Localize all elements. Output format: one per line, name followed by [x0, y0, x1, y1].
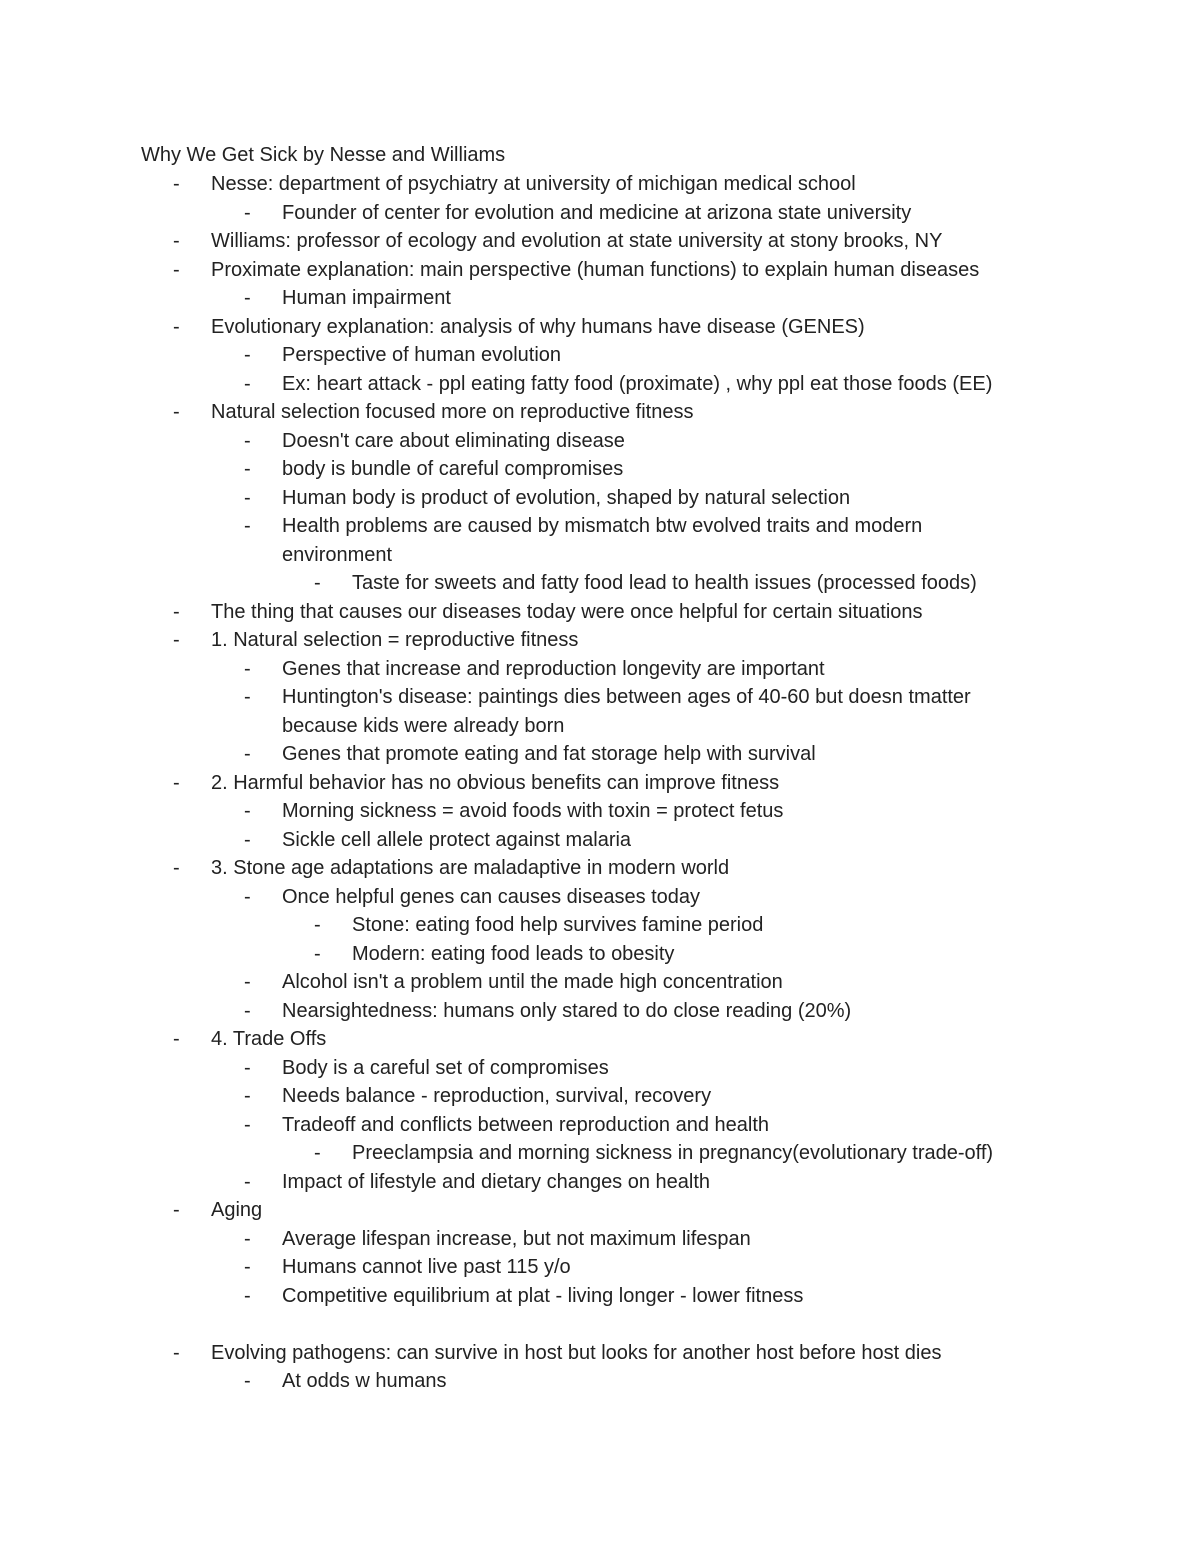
list-item: [0, 1025, 1200, 1054]
list-item: [0, 1225, 1200, 1254]
list-item-text: Health problems are caused by mismatch btw evolved traits and modern environment: [282, 515, 923, 566]
list-item-text: Perspective of human evolution: [282, 344, 562, 366]
bullet-dash: -: [244, 1284, 251, 1307]
list-item: [0, 883, 1200, 912]
list-item-text: Body is a careful set of compromises: [282, 1056, 609, 1079]
bullet-dash: -: [244, 201, 251, 224]
list-item: [0, 1253, 1200, 1282]
bullet-dash: -: [244, 1370, 251, 1392]
bullet-dash: -: [244, 287, 251, 309]
bullet-dash: -: [314, 572, 321, 594]
bullet-dash: -: [244, 458, 251, 480]
list-item-text: Needs balance - reproduction, survival, recovery: [282, 1085, 712, 1107]
list-item-text: body is bundle of careful compromises: [282, 458, 624, 480]
bullet-dash: -: [244, 1256, 251, 1278]
list-item: [0, 997, 1200, 1026]
bullet-dash: -: [314, 1142, 321, 1164]
bullet-dash: -: [314, 942, 321, 965]
bullet-dash: -: [173, 600, 180, 623]
list-item: [0, 1139, 1200, 1168]
list-item: [0, 940, 1200, 969]
list-item: [0, 854, 1200, 883]
list-item-text: Morning sickness = avoid foods with toxin = protect fetus: [282, 800, 784, 822]
list-item: [0, 683, 1200, 740]
list-item: [0, 968, 1200, 997]
list-item-text: Williams: professor of ecology and evolution at state university at stony brooks, NY: [211, 230, 943, 252]
list-item-text: Founder of center for evolution and medicine at arizona state university: [282, 201, 912, 224]
list-item-text: Human impairment: [282, 287, 451, 309]
bullet-dash: -: [244, 1056, 251, 1079]
list-item: [0, 911, 1200, 940]
list-item-text: Huntington's disease: paintings dies between ages of 40-60 but doesn tmatter because kids were already born: [282, 686, 971, 737]
list-item: [0, 313, 1200, 342]
list-item-text: Nearsightedness: humans only stared to do close reading (20%): [282, 999, 852, 1022]
list-item-text: 2. Harmful behavior has no obvious benefits can improve fitness: [211, 771, 780, 794]
notes-list: [0, 170, 1200, 1396]
bullet-dash: -: [173, 258, 180, 281]
list-item-text: Nesse: department of psychiatry at university of michigan medical school: [211, 173, 856, 195]
list-item-text: Tradeoff and conflicts between reproduction and health: [282, 1113, 769, 1136]
list-item-text: Proximate explanation: main perspective (human functions) to explain human diseases: [211, 258, 980, 281]
list-item-text: Once helpful genes can causes diseases today: [282, 885, 701, 908]
list-item-text: At odds w humans: [282, 1370, 447, 1392]
list-item-text: 4. Trade Offs: [211, 1028, 327, 1050]
list-item: [0, 598, 1200, 627]
list-item: [0, 626, 1200, 655]
bullet-dash: -: [244, 1113, 251, 1136]
list-item-text: Aging: [211, 1199, 263, 1221]
bullet-dash: -: [244, 999, 251, 1022]
bullet-dash: -: [244, 372, 251, 395]
bullet-dash: -: [244, 1170, 251, 1193]
list-item-text: Preeclampsia and morning sickness in pregnancy(evolutionary trade-off): [352, 1142, 994, 1164]
list-item-text: Average lifespan increase, but not maximum lifespan: [282, 1227, 751, 1250]
list-item: [0, 1196, 1200, 1225]
list-item: [0, 1282, 1200, 1311]
list-item-text: 1. Natural selection = reproductive fitness: [211, 629, 579, 651]
list-item: [0, 284, 1200, 313]
bullet-dash: -: [244, 486, 251, 509]
list-item: [0, 512, 1200, 569]
bullet-dash: -: [173, 230, 180, 252]
bullet-dash: -: [244, 686, 251, 708]
list-item-text: Impact of lifestyle and dietary changes on health: [282, 1170, 711, 1193]
list-item-text: Stone: eating food help survives famine period: [352, 914, 764, 936]
list-item: [0, 370, 1200, 399]
bullet-dash: -: [244, 1085, 251, 1107]
list-item-text: Genes that promote eating and fat storage help with survival: [282, 743, 816, 765]
list-item-text: Human body is product of evolution, shaped by natural selection: [282, 486, 851, 509]
bullet-dash: -: [173, 315, 180, 338]
list-item: [0, 1111, 1200, 1140]
list-item-text: Alcohol isn't a problem until the made high concentration: [282, 971, 783, 993]
bullet-dash: -: [244, 885, 251, 908]
bullet-dash: -: [173, 1028, 180, 1050]
bullet-dash: -: [173, 1199, 180, 1221]
document-title: Why We Get Sick by Nesse and Williams: [141, 144, 506, 166]
bullet-dash: -: [244, 515, 251, 537]
list-item-text: Humans cannot live past 115 y/o: [282, 1256, 571, 1278]
list-item: [0, 256, 1200, 285]
bullet-dash: -: [244, 743, 251, 765]
bullet-dash: -: [244, 657, 251, 680]
list-item-text: Sickle cell allele protect against malaria: [282, 828, 632, 851]
list-item: [0, 797, 1200, 826]
list-item-text: The thing that causes our diseases today were once helpful for certain situations: [211, 600, 923, 623]
bullet-dash: -: [244, 1227, 251, 1250]
list-item-text: Ex: heart attack - ppl eating fatty food (proximate) , why ppl eat those foods (EE): [282, 372, 993, 395]
list-item: [0, 569, 1200, 598]
bullet-dash: -: [314, 914, 321, 936]
list-item: [0, 484, 1200, 513]
list-item-text: Natural selection focused more on reproductive fitness: [211, 401, 694, 423]
list-item-text: 3. Stone age adaptations are maladaptive in modern world: [211, 857, 730, 879]
bullet-dash: -: [173, 629, 180, 651]
bullet-dash: -: [244, 828, 251, 851]
bullet-dash: -: [173, 173, 180, 195]
list-item-text: Modern: eating food leads to obesity: [352, 942, 675, 965]
list-item: [0, 199, 1200, 228]
list-item: [0, 1054, 1200, 1083]
bullet-dash: -: [244, 344, 251, 366]
list-item-text: Doesn't care about eliminating disease: [282, 429, 625, 452]
list-item-text: Evolving pathogens: can survive in host but looks for another host before host dies: [211, 1341, 942, 1364]
bullet-dash: -: [173, 401, 180, 423]
list-item: [0, 1082, 1200, 1111]
bullet-dash: -: [244, 429, 251, 452]
list-item: [0, 170, 1200, 199]
bullet-dash: -: [244, 971, 251, 993]
list-item: [0, 1168, 1200, 1197]
bullet-dash: -: [173, 1341, 180, 1364]
list-item: [0, 427, 1200, 456]
list-item: [0, 826, 1200, 855]
list-item: [0, 1339, 1200, 1368]
list-item: [0, 769, 1200, 798]
list-item: [0, 740, 1200, 769]
list-item-text: Evolutionary explanation: analysis of why humans have disease (GENES): [211, 315, 865, 338]
list-item: [0, 1367, 1200, 1396]
list-item-text: Genes that increase and reproduction longevity are important: [282, 657, 825, 680]
list-item: [0, 398, 1200, 427]
bullet-dash: -: [244, 800, 251, 822]
list-item: [0, 455, 1200, 484]
list-item-text: Competitive equilibrium at plat - living longer - lower fitness: [282, 1284, 804, 1307]
list-item: [0, 655, 1200, 684]
list-item-text: Taste for sweets and fatty food lead to health issues (processed foods): [352, 572, 977, 594]
list-item: [0, 341, 1200, 370]
list-item: [0, 227, 1200, 256]
bullet-dash: -: [173, 857, 180, 879]
bullet-dash: -: [173, 771, 180, 794]
